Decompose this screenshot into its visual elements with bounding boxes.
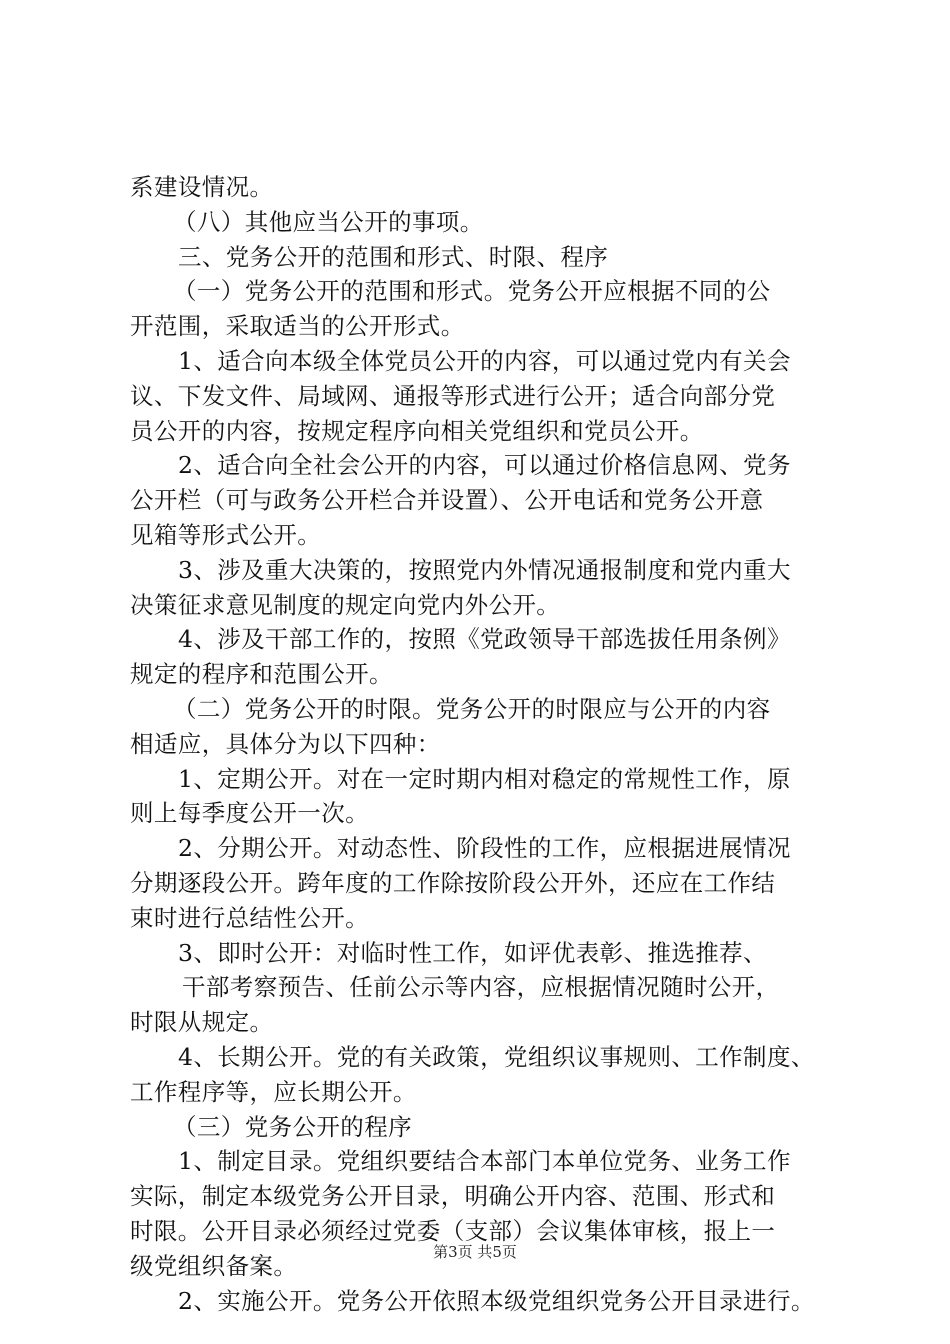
text-line: 1、定期公开。对在一定时期内相对稳定的常规性工作，原	[178, 764, 791, 793]
text-line: 2、分期公开。对动态性、阶段性的工作，应根据进展情况	[178, 834, 791, 863]
text-line: 系建设情况。	[130, 173, 274, 201]
text-line: 2、适合向全社会公开的内容，可以通过价格信息网、党务	[178, 451, 791, 480]
text-line: 相适应，具体分为以下四种：	[130, 729, 441, 758]
document-body	[130, 170, 850, 1318]
text-line: 实际，制定本级党务公开目录，明确公开内容、范围、形式和	[130, 1182, 776, 1211]
text-line: 开范围，采取适当的公开形式。	[130, 312, 465, 341]
text-line: 工作程序等，应长期公开。	[130, 1077, 417, 1106]
text-line: 2、实施公开。党务公开依照本级党组织党务公开目录进行。	[178, 1286, 815, 1315]
text-line: 3、涉及重大决策的，按照党内外情况通报制度和党内重大	[178, 555, 791, 584]
text-line: 议、下发文件、局域网、通报等形式进行公开；适合向部分党	[130, 381, 776, 410]
text-line: 4、涉及干部工作的，按照《党政领导干部选拔任用条例》	[178, 625, 791, 654]
text-line: 束时进行总结性公开。	[130, 903, 369, 932]
text-line: （八）其他应当公开的事项。	[173, 207, 484, 236]
text-line: 分期逐段公开。跨年度的工作除按阶段公开外，还应在工作结	[130, 868, 776, 897]
section-heading: 三、党务公开的范围和形式、时限、程序	[178, 242, 609, 271]
text-line: 决策征求意见制度的规定向党内外公开。	[130, 590, 561, 619]
text-line: 规定的程序和范围公开。	[130, 660, 393, 689]
text-line: 干部考察预告、任前公示等内容，应根据情况随时公开，	[182, 973, 780, 1002]
text-line: 1、适合向本级全体党员公开的内容，可以通过党内有关会	[178, 346, 791, 375]
section-heading: （三）党务公开的程序	[173, 1112, 412, 1141]
text-line: 员公开的内容，按规定程序向相关党组织和党员公开。	[130, 416, 704, 445]
text-line: 见箱等形式公开。	[130, 520, 322, 549]
text-line: 则上每季度公开一次。	[130, 799, 369, 828]
text-line: 1、制定目录。党组织要结合本部门本单位党务、业务工作	[178, 1147, 791, 1176]
text-line: 4、长期公开。党的有关政策，党组织议事规则、工作制度、	[178, 1042, 815, 1071]
text-line: 时限从规定。	[130, 1008, 274, 1037]
text-line: （二）党务公开的时限。党务公开的时限应与公开的内容	[173, 694, 771, 723]
page-number-footer: 第3页 共5页	[433, 1243, 517, 1261]
text-line: 公开栏（可与政务公开栏合并设置）、公开电话和党务公开意	[130, 486, 764, 515]
text-line: 时限。公开目录必须经过党委（支部）会议集体审核，报上一	[130, 1216, 776, 1245]
text-line: （一）党务公开的范围和形式。党务公开应根据不同的公	[173, 277, 771, 306]
text-line: 级党组织备案。	[130, 1251, 298, 1280]
text-line: 3、即时公开：对临时性工作，如评优表彰、推选推荐、	[178, 938, 767, 967]
